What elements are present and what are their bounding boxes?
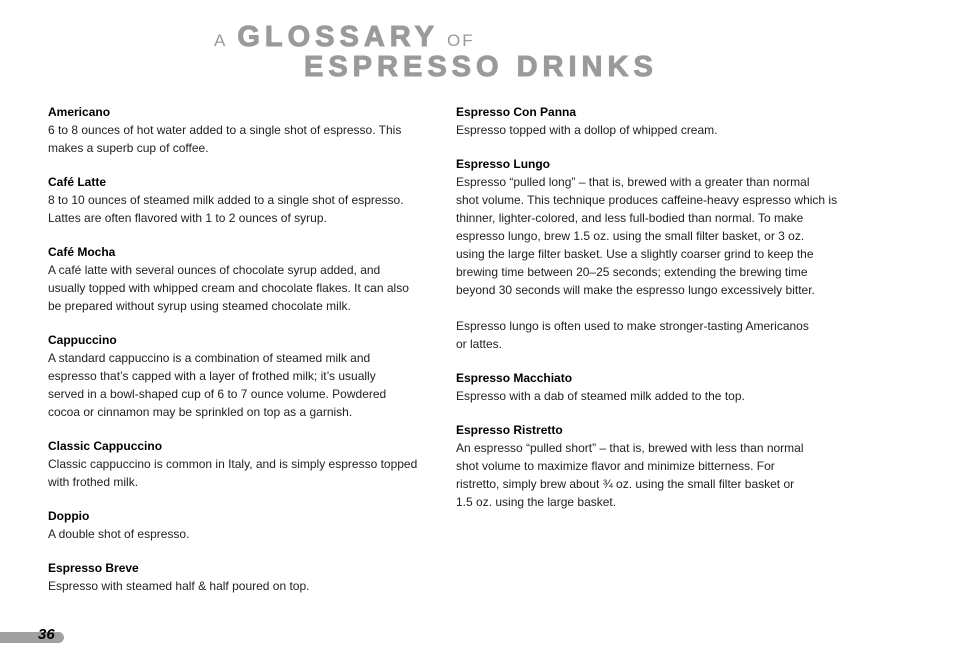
entry-definition-line: shot volume. This technique produces caffeine-heavy espresso which is	[456, 193, 838, 207]
entry-definition-line: An espresso “pulled short” – that is, brewed with less than normal	[456, 441, 804, 455]
glossary-entry	[456, 155, 856, 353]
glossary-entry	[48, 173, 448, 227]
page-number: 36	[38, 626, 55, 643]
entry-definition-line	[456, 299, 856, 317]
entry-definition-line: A café latte with several ounces of chocolate syrup added, and	[48, 263, 381, 277]
entry-definition-line: with frothed milk.	[48, 475, 139, 489]
glossary-entry	[48, 331, 448, 421]
entry-definition-line: usually topped with whipped cream and chocolate flakes. It can also	[48, 281, 409, 295]
entry-term: Espresso Breve	[48, 561, 139, 575]
title-of: OF	[447, 31, 475, 50]
entry-definition-line: makes a superb cup of coffee.	[48, 141, 209, 155]
entry-term: Café Latte	[48, 175, 107, 189]
entry-definition-line: Espresso topped with a dollop of whipped cream.	[456, 123, 718, 137]
entry-definition-line: Espresso with a dab of steamed milk added to the top.	[456, 389, 745, 403]
entry-definition-line: served in a bowl-shaped cup of 6 to 7 ounce volume. Powdered	[48, 387, 387, 401]
glossary-column-left	[48, 103, 448, 611]
entry-term: Espresso Macchiato	[456, 371, 573, 385]
entry-term: Espresso Con Panna	[456, 105, 577, 119]
glossary-entry	[456, 369, 856, 405]
entry-term: Classic Cappuccino	[48, 439, 163, 453]
entry-definition-line: 1.5 oz. using the large basket.	[456, 495, 617, 509]
entry-definition-line: brewing time between 20–25 seconds; extending the brewing time	[456, 265, 808, 279]
entry-definition-line: Lattes are often flavored with 1 to 2 ounces of syrup.	[48, 211, 327, 225]
entry-definition-line: shot volume to maximize flavor and minimize bitterness. For	[456, 459, 775, 473]
glossary-entry	[48, 559, 448, 595]
title-a: A	[214, 31, 228, 50]
glossary-entry	[48, 507, 448, 543]
title-glossary: GLOSSARY	[237, 21, 440, 53]
entry-definition-line: Classic cappuccino is common in Italy, and is simply espresso topped	[48, 457, 418, 471]
title-espresso-drinks: ESPRESSO DRINKS	[304, 51, 658, 83]
entry-definition-line: A standard cappuccino is a combination of steamed milk and	[48, 351, 371, 365]
entry-definition-line: Espresso lungo is often used to make stronger-tasting Americanos	[456, 319, 809, 333]
entry-term: Cappuccino	[48, 333, 117, 347]
glossary-entry	[48, 437, 448, 491]
title-line-1	[214, 22, 475, 52]
entry-definition-line: A double shot of espresso.	[48, 527, 190, 541]
entry-definition-line: Espresso “pulled long” – that is, brewed with a greater than normal	[456, 175, 810, 189]
entry-definition-line: espresso lungo, brew 1.5 oz. using the small filter basket, or 3 oz.	[456, 229, 805, 243]
entry-definition-line: beyond 30 seconds will make the espresso lungo excessively bitter.	[456, 283, 815, 297]
title-line-2	[304, 52, 658, 82]
entry-term: Espresso Lungo	[456, 157, 551, 171]
glossary-entry	[456, 421, 856, 511]
entry-definition-line: be prepared without syrup using steamed chocolate milk.	[48, 299, 351, 313]
entry-definition-line: espresso that’s capped with a layer of frothed milk; it’s usually	[48, 369, 376, 383]
entry-definition-line: ristretto, simply brew about ¾ oz. using the small filter basket or	[456, 477, 795, 491]
glossary-entry	[48, 103, 448, 157]
entry-definition-line: 6 to 8 ounces of hot water added to a single shot of espresso. This	[48, 123, 402, 137]
entry-definition-line: cocoa or cinnamon may be sprinkled on top as a garnish.	[48, 405, 353, 419]
entry-definition-line: 8 to 10 ounces of steamed milk added to a single shot of espresso.	[48, 193, 404, 207]
entry-definition-line: or lattes.	[456, 337, 503, 351]
entry-definition-line: using the large filter basket. Use a slightly coarser grind to keep the	[456, 247, 814, 261]
entry-definition-line: Espresso with steamed half & half poured on top.	[48, 579, 310, 593]
entry-term: Café Mocha	[48, 245, 116, 259]
entry-term: Espresso Ristretto	[456, 423, 563, 437]
glossary-column-right	[456, 103, 856, 527]
glossary-entry	[456, 103, 856, 139]
glossary-entry	[48, 243, 448, 315]
entry-term: Doppio	[48, 509, 90, 523]
entry-definition-line: thinner, lighter-colored, and less full-bodied than normal. To make	[456, 211, 804, 225]
entry-term: Americano	[48, 105, 111, 119]
